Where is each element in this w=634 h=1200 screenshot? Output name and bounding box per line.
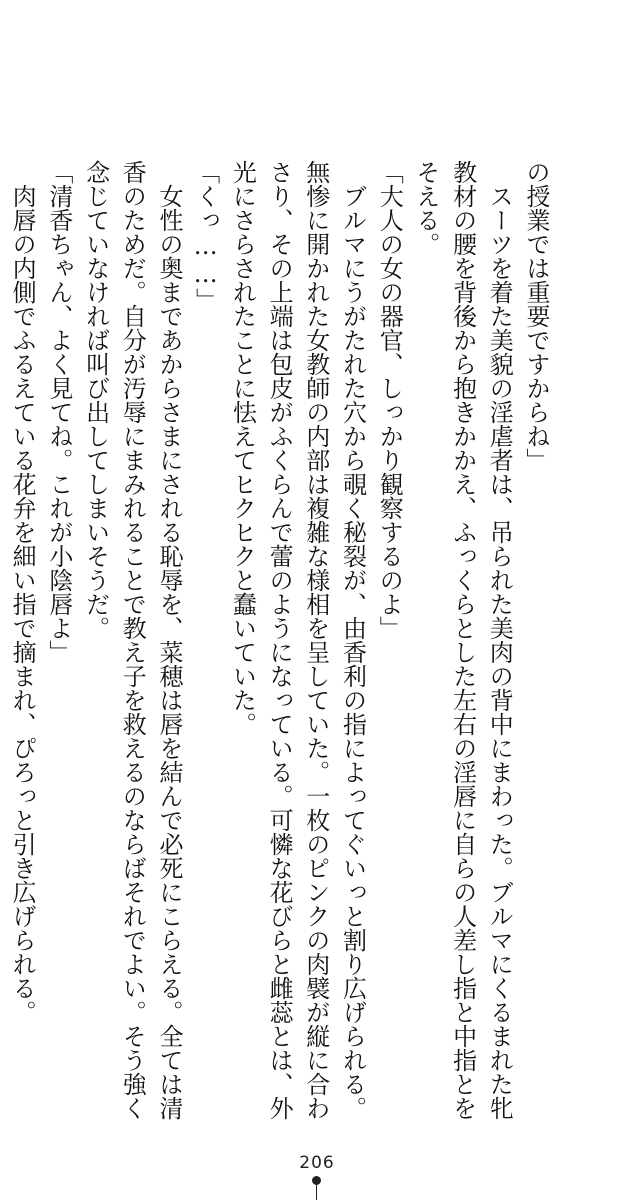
text-line: 「大人の女の器官、しっかり観察するのよ」 [375,160,404,640]
text-line: 香のためだ。自分が汚辱にまみれることで教え子を救えるのならばそれでよい。そう強く [118,160,147,1120]
text-line: ブルマにうがたれた穴から覗く秘裂が、由香利の指によってぐいっと割り広げられる。 [338,160,367,1120]
text-line: そえる。 [411,160,440,256]
text-line: 念じていなければ叫び出してしまいそうだ。 [81,160,110,640]
text-line: さり、その上端は包皮がふくらんで蕾のようになっている。可憐な花びらと雌蕊とは、外 [265,160,294,1120]
text-line: の授業では重要ですからね」 [522,160,550,472]
text-line: 「くっ……」 [191,160,220,312]
folio-rule [316,1182,317,1200]
text-line: 無惨に開かれた女教師の内部は複雑な様相を呈していた。一枚のピンクの肉襞が縦に合わ [301,160,330,1120]
text-line: 光にさらされたことに怯えてヒクヒクと蠢いていた。 [228,160,257,736]
text-line: スーツを着た美貌の淫虐者は、吊られた美肉の背中にまわった。ブルマにくるまれた牝 [485,160,514,1120]
page-number: 206 [299,1153,335,1173]
body-text [0,160,554,1120]
text-line: 女性の奥まであからさまにされる恥辱を、菜穂は唇を結んで必死にこらえる。全ては清 [154,160,183,1120]
text-line: 「清香ちゃん、よく見てね。これが小陰唇よ」 [44,160,73,664]
text-line: 肉唇の内側でふるえている花弁を細い指で摘まれ、ぴろっと引き広げられる。 [8,160,37,1024]
text-line: 教材の腰を背後から抱きかかえ、ふっくらとした左右の淫唇に自らの人差し指と中指とを [448,160,477,1120]
